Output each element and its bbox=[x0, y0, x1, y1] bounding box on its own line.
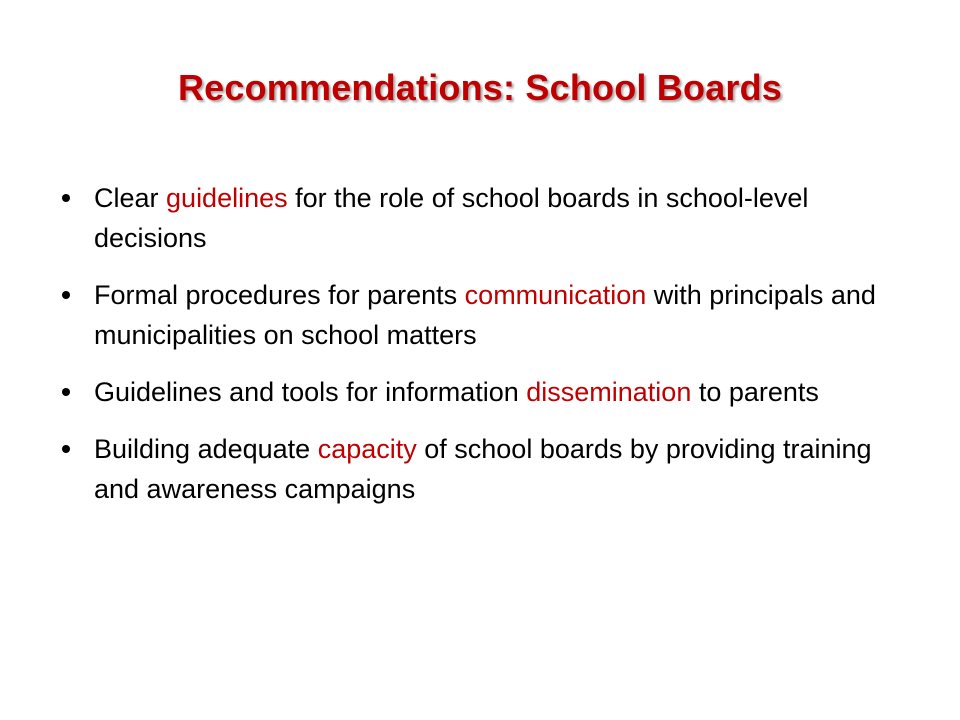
bullet-item-communication bbox=[60, 275, 900, 355]
bullet-text-before: Formal procedures for parents bbox=[94, 280, 465, 310]
bullet-text-before: Guidelines and tools for information bbox=[94, 377, 527, 407]
bullet-text-before: Clear bbox=[94, 183, 167, 213]
bullet-dot-icon bbox=[62, 388, 70, 396]
bullet-text-after: for the role of school boards in school-level decisions bbox=[94, 183, 809, 253]
bullet-highlight: capacity bbox=[317, 434, 417, 464]
bullet-highlight: communication bbox=[464, 280, 647, 310]
bullet-dot-icon bbox=[62, 194, 70, 202]
bullet-item-capacity bbox=[60, 429, 900, 509]
bullet-item-dissemination bbox=[60, 372, 900, 412]
bullet-text-after: to parents bbox=[691, 377, 819, 407]
bullet-item-guidelines bbox=[60, 178, 900, 258]
bullet-highlight: guidelines bbox=[166, 183, 288, 213]
bullet-text-after: of school boards by providing training and awareness campaigns bbox=[94, 434, 872, 504]
bullet-dot-icon bbox=[62, 445, 70, 453]
bullet-list bbox=[60, 178, 900, 526]
slide-title: Recommendations: School Boards bbox=[177, 67, 783, 108]
bullet-highlight: dissemination bbox=[526, 377, 692, 407]
bullet-text-after: with principals and municipalities on school matters bbox=[94, 280, 876, 350]
bullet-text-before: Building adequate bbox=[94, 434, 318, 464]
bullet-dot-icon bbox=[62, 291, 70, 299]
